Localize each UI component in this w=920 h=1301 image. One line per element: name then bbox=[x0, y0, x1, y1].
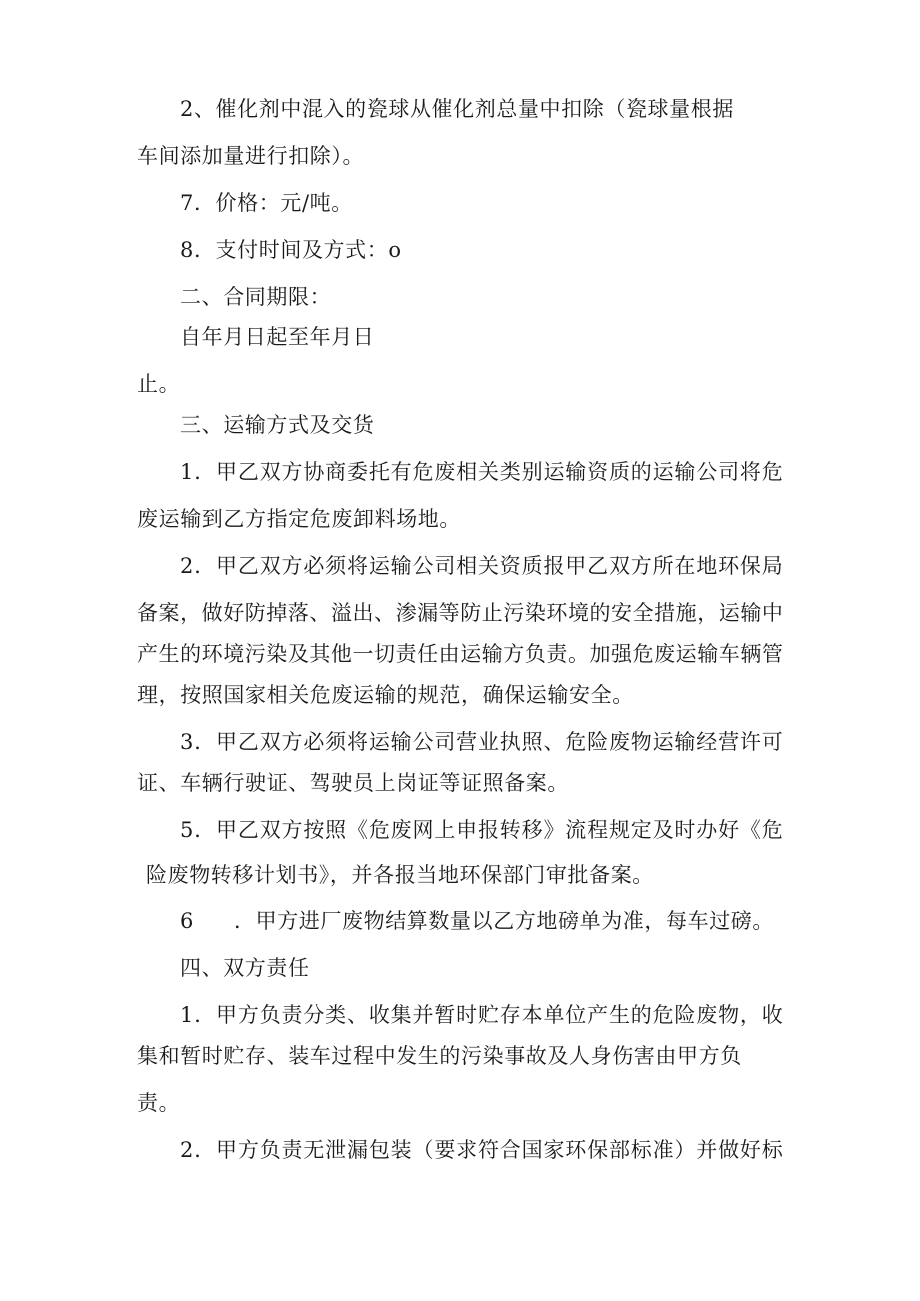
list-number: 6 bbox=[180, 909, 194, 933]
text-line: 废运输到乙方指定危废卸料场地。 bbox=[137, 507, 461, 531]
text-line: 5 ． 甲 乙 双 方 按 照 《 危 废 网 上 申 报 转 移 》 流 程 规 定 及 时 办 好 《 危 bbox=[180, 818, 783, 842]
text-line: ．甲方进厂废物结算数量以乙方地磅单为准，每车过磅。 bbox=[234, 909, 774, 933]
section-heading: 三、运输方式及交货 bbox=[180, 413, 375, 437]
text-line: 1 ． 甲 乙 双 方 协 商 委 托 有 危 废 相 关 类 别 运 输 资 质 的 运 输 公 司 将 危 bbox=[180, 460, 783, 484]
text-line: 止。 bbox=[137, 372, 181, 396]
text-line: 证、车辆行驶证、驾驶员上岗证等证照备案。 bbox=[137, 771, 569, 795]
text-line: 7．价格：元/吨。 bbox=[180, 191, 353, 215]
text-line: 8．支付时间及方式：o bbox=[180, 238, 402, 262]
text-line: 集和暂时贮存、装车过程中发生的污染事故及人身伤害由甲方负 bbox=[137, 1044, 742, 1068]
text-line: 2、催化剂中混入的瓷球从催化剂总量中扣除（瓷球量根据 bbox=[180, 97, 734, 121]
section-heading: 四、双方责任 bbox=[180, 956, 310, 980]
text-line: 2 ． 甲 方 负 责 无 泄 漏 包 装 （ 要 求 符 合 国 家 环 保 部 标 准 ） 并 做 好 标 bbox=[180, 1138, 783, 1162]
text-line: 理，按照国家相关危废运输的规范，确保运输安全。 bbox=[137, 683, 634, 707]
section-heading: 二、合同期限： bbox=[180, 285, 332, 309]
text-line: 2 ． 甲 乙 双 方 必 须 将 运 输 公 司 相 关 资 质 报 甲 乙 双 方 所 在 地 环 保 局 bbox=[180, 554, 783, 578]
text-line: 备 案 ， 做 好 防 掉 落 、 溢 出 、 渗 漏 等 防 止 污 染 环 境 的 安 全 措 施 ， 运 输 中 bbox=[137, 601, 783, 625]
text-line: 自年月日起至年月日 bbox=[180, 325, 375, 349]
text-line: 车间添加量进行扣除）。 bbox=[137, 144, 365, 168]
text-line: 责。 bbox=[137, 1091, 181, 1115]
text-line: 险废物转移计划书》，并各报当地环保部门审批备案。 bbox=[146, 863, 654, 887]
text-line: 产 生 的 环 境 污 染 及 其 他 一 切 责 任 由 运 输 方 负 责 。 加 强 危 废 运 输 车 辆 管 bbox=[137, 642, 783, 666]
text-line: 1 ． 甲 方 负 责 分 类 、 收 集 并 暂 时 贮 存 本 单 位 产 生 的 危 险 废 物 ， 收 bbox=[180, 1003, 783, 1027]
text-line: 3 ． 甲 乙 双 方 必 须 将 运 输 公 司 营 业 执 照 、 危 险 废 物 运 输 经 营 许 可 bbox=[180, 730, 783, 754]
